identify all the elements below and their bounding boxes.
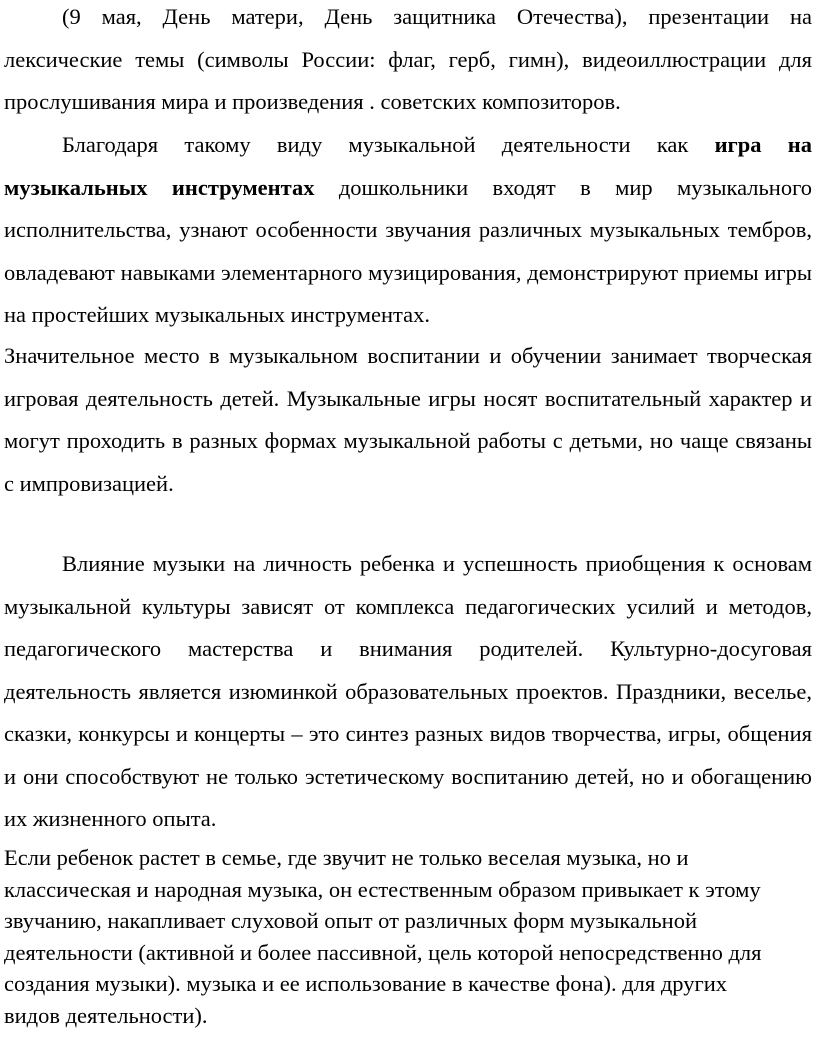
paragraph-instruments-intro: Благодаря такому виду музыкальной деятельности как bbox=[62, 132, 715, 157]
paragraph-music-influence: Влияние музыки на личность ребенка и успешность приобщения к основам музыкальной культуры зависят от комплекса педагогических усилий и методов, педагогического мастерства и внимания родителей. Культурно-досуговая деятельность является изюминкой образовательных проектов. Праздники, веселье, сказки, конкурсы и концерты – это синтез разных видов творчества, игры, общения и они способствуют не только эстетическому воспитанию детей, но и обогащению их жизненного опыта. bbox=[4, 551, 812, 831]
paragraph-musical-instruments bbox=[4, 124, 812, 337]
paragraph-creative-play: Значительное место в музыкальном воспитании и обучении занимает творческая игровая деятельность детей. Музыкальные игры носят воспитательный характер и могут проходить в разных формах музыкальной работы с детьми, но чаще связаны с импровизацией. bbox=[4, 343, 812, 496]
paragraph-holidays-presentations: (9 мая, День матери, День защитника Отечества), презентации на лексические темы (символы России: флаг, герб, гимн), видеоиллюстрации для прослушивания мира и произведения . советских композиторов. bbox=[4, 4, 812, 114]
bold-term-instruments: игра на музыкальных инструментах bbox=[4, 132, 812, 200]
paragraph-instruments-rest: дошкольники входят в мир музыкального исполнительства, узнают особенности звучания различных музыкальных тембров, овладевают навыками элементарного музицирования, демонстрируют приемы игры на простейших музыкальных инструментах. bbox=[4, 174, 812, 327]
paragraph-family-music: Если ребенок растет в семье, где звучит не только веселая музыка, но и классическая и народная музыка, он естественным образом привыкает к этому звучанию, накапливает слуховой опыт от различных форм музыкальной деятельности (активной и более пассивной, цель которой непосредственно для создания музыки). музыка и ее использование в качестве фона). для других видов деятельности). bbox=[4, 845, 762, 1028]
